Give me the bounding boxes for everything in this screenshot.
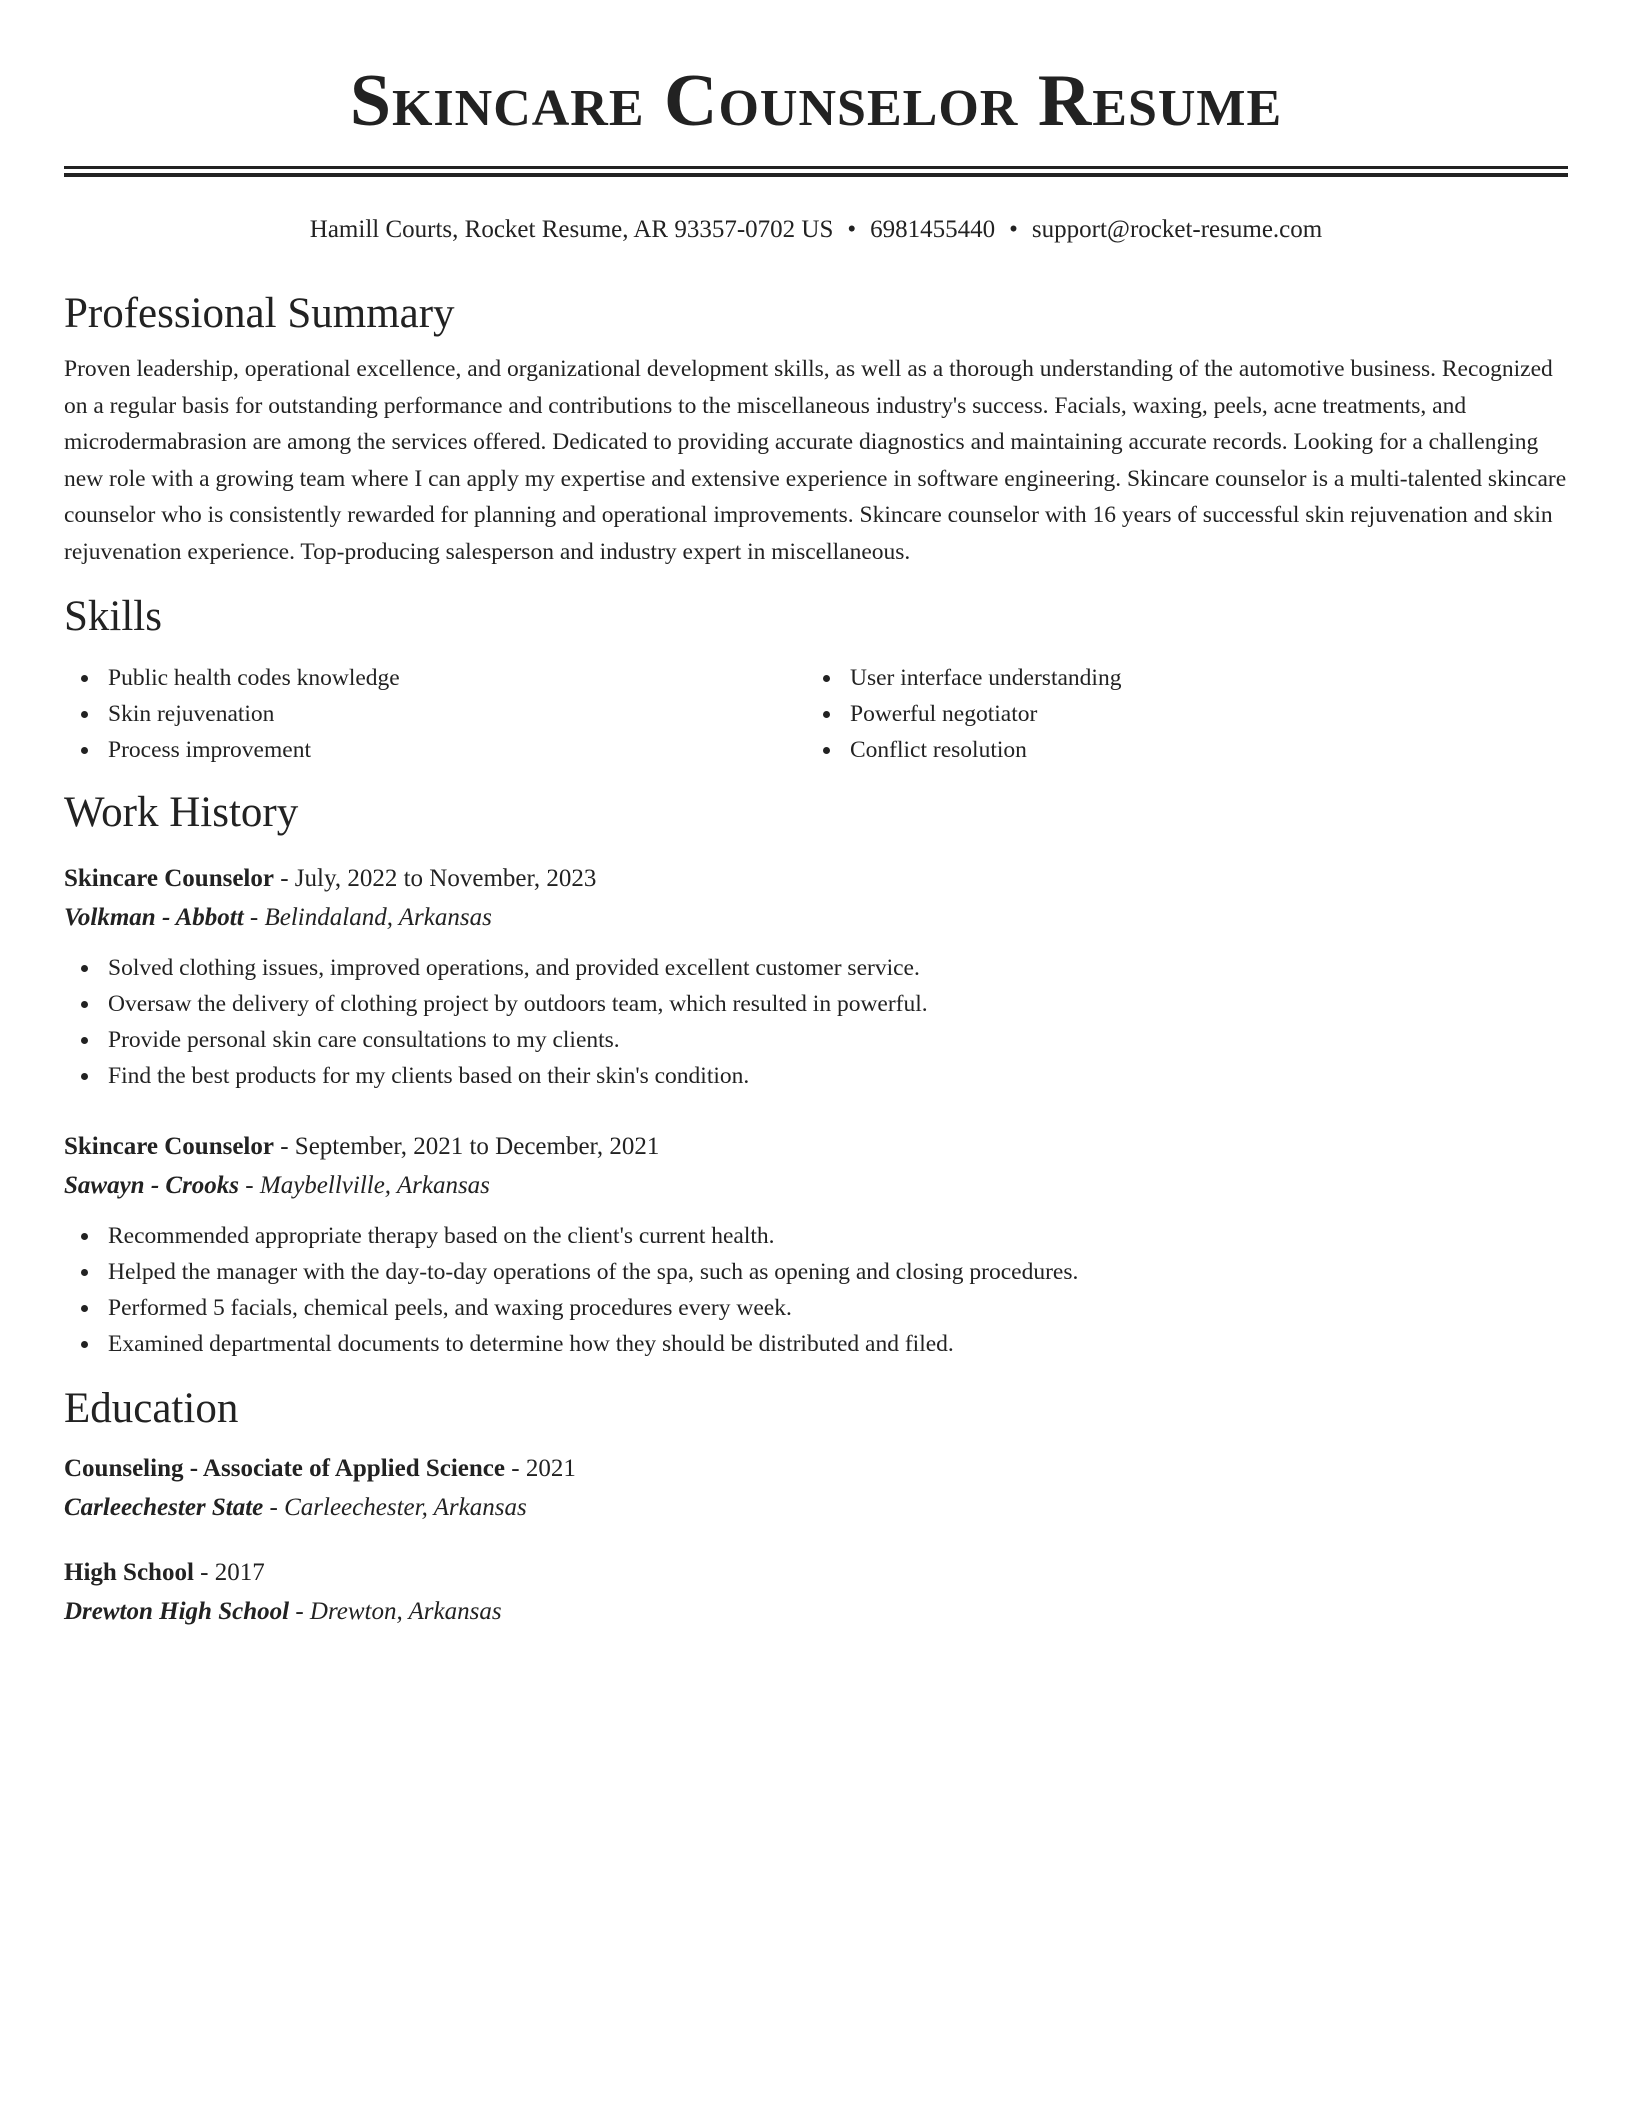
education-degree-line — [64, 1450, 1568, 1488]
skills-heading: Skills — [64, 593, 162, 640]
job-bullet: Oversaw the delivery of clothing project by outdoors team, which resulted in powerful. — [64, 986, 1568, 1022]
skill-item: Conflict resolution — [806, 732, 1548, 768]
job-bullet: Performed 5 facials, chemical peels, and waxing procedures every week. — [64, 1290, 1568, 1326]
resume-title: Skincare Counselor Resume — [349, 60, 1283, 142]
education-location: - Drewton, Arkansas — [289, 1598, 502, 1625]
education-entry — [64, 1450, 1568, 1528]
job-title-line — [64, 1128, 1568, 1166]
skill-item: Public health codes knowledge — [64, 660, 806, 696]
job-company: Sawayn - Crooks — [64, 1172, 240, 1199]
education-location: - Carleechester, Arkansas — [263, 1494, 527, 1521]
job-title: Skincare Counselor — [64, 865, 274, 892]
job-entry — [64, 1128, 1568, 1362]
contact-separator: • — [847, 216, 857, 243]
summary-text: Proven leadership, operational excellence, and organizational development skills, as well as a thorough understanding of the automotive business. Recognized on a regular basis for outstanding performance and contributions to the miscellaneous industry's success. Facials, waxing, peels, acne treatments, and microdermabrasion are among the services offered. Dedicated to providing accurate diagnostics and maintaining accurate records. Looking for a challenging new role with a growing team where I can apply my expertise and extensive experience in software engineering. Skincare counselor is a multi-talented skincare counselor who is consistently rewarded for planning and operational improvements. Skincare counselor with 16 years of successful skin rejuvenation and skin rejuvenation experience. Top-producing salesperson and industry expert in miscellaneous. — [64, 356, 1567, 565]
skills-list — [64, 660, 1568, 768]
skill-item: Process improvement — [64, 732, 806, 768]
job-dates: - July, 2022 to November, 2023 — [273, 865, 597, 892]
skill-item: User interface understanding — [806, 660, 1548, 696]
education-school: Carleechester State — [64, 1494, 264, 1521]
job-bullet: Provide personal skin care consultations to my clients. — [64, 1022, 1568, 1058]
education-degree: High School — [64, 1559, 194, 1586]
skills-column-right — [806, 660, 1548, 768]
job-location: - Belindaland, Arkansas — [243, 904, 492, 931]
education-school-line — [64, 1488, 1568, 1528]
resume-page — [64, 0, 1568, 1632]
skills-column-left — [64, 660, 806, 768]
job-dates: - September, 2021 to December, 2021 — [273, 1133, 660, 1160]
job-bullets — [64, 950, 1568, 1094]
job-location: - Maybellville, Arkansas — [239, 1172, 490, 1199]
education-year: - 2017 — [193, 1559, 265, 1586]
education-year: - 2021 — [505, 1455, 576, 1482]
job-bullet: Solved clothing issues, improved operations, and provided excellent customer service. — [64, 950, 1568, 986]
job-bullet: Helped the manager with the day-to-day operations of the spa, such as opening and closing procedures. — [64, 1254, 1568, 1290]
education-heading: Education — [64, 1385, 239, 1432]
job-title: Skincare Counselor — [64, 1133, 274, 1160]
contact-email: support@rocket-resume.com — [1031, 216, 1323, 243]
job-company-line — [64, 898, 1568, 938]
job-company-line — [64, 1166, 1568, 1206]
job-title-line — [64, 860, 1568, 898]
education-degree-line — [64, 1554, 1568, 1592]
title-divider — [64, 166, 1568, 177]
contact-separator: • — [1009, 216, 1018, 243]
job-bullet: Examined departmental documents to determine how they should be distributed and filed. — [64, 1326, 1568, 1362]
education-school: Drewton High School — [64, 1598, 290, 1625]
job-bullet: Recommended appropriate therapy based on the client's current health. — [64, 1218, 1568, 1254]
education-school-line — [64, 1592, 1568, 1632]
job-bullet: Find the best products for my clients based on their skin's condition. — [64, 1058, 1568, 1094]
contact-line — [64, 213, 1568, 247]
skill-item: Skin rejuvenation — [64, 696, 806, 732]
skill-item: Powerful negotiator — [806, 696, 1548, 732]
work-history-heading: Work History — [64, 789, 299, 836]
job-company: Volkman - Abbott — [64, 904, 244, 931]
contact-address: Hamill Courts, Rocket Resume, AR 93357-0702 US — [309, 216, 834, 243]
education-entry — [64, 1554, 1568, 1632]
job-entry — [64, 860, 1568, 1094]
education-degree: Counseling - Associate of Applied Science — [64, 1455, 505, 1482]
summary-heading: Professional Summary — [64, 290, 455, 337]
job-bullets — [64, 1218, 1568, 1362]
contact-phone: 6981455440 — [870, 216, 996, 243]
